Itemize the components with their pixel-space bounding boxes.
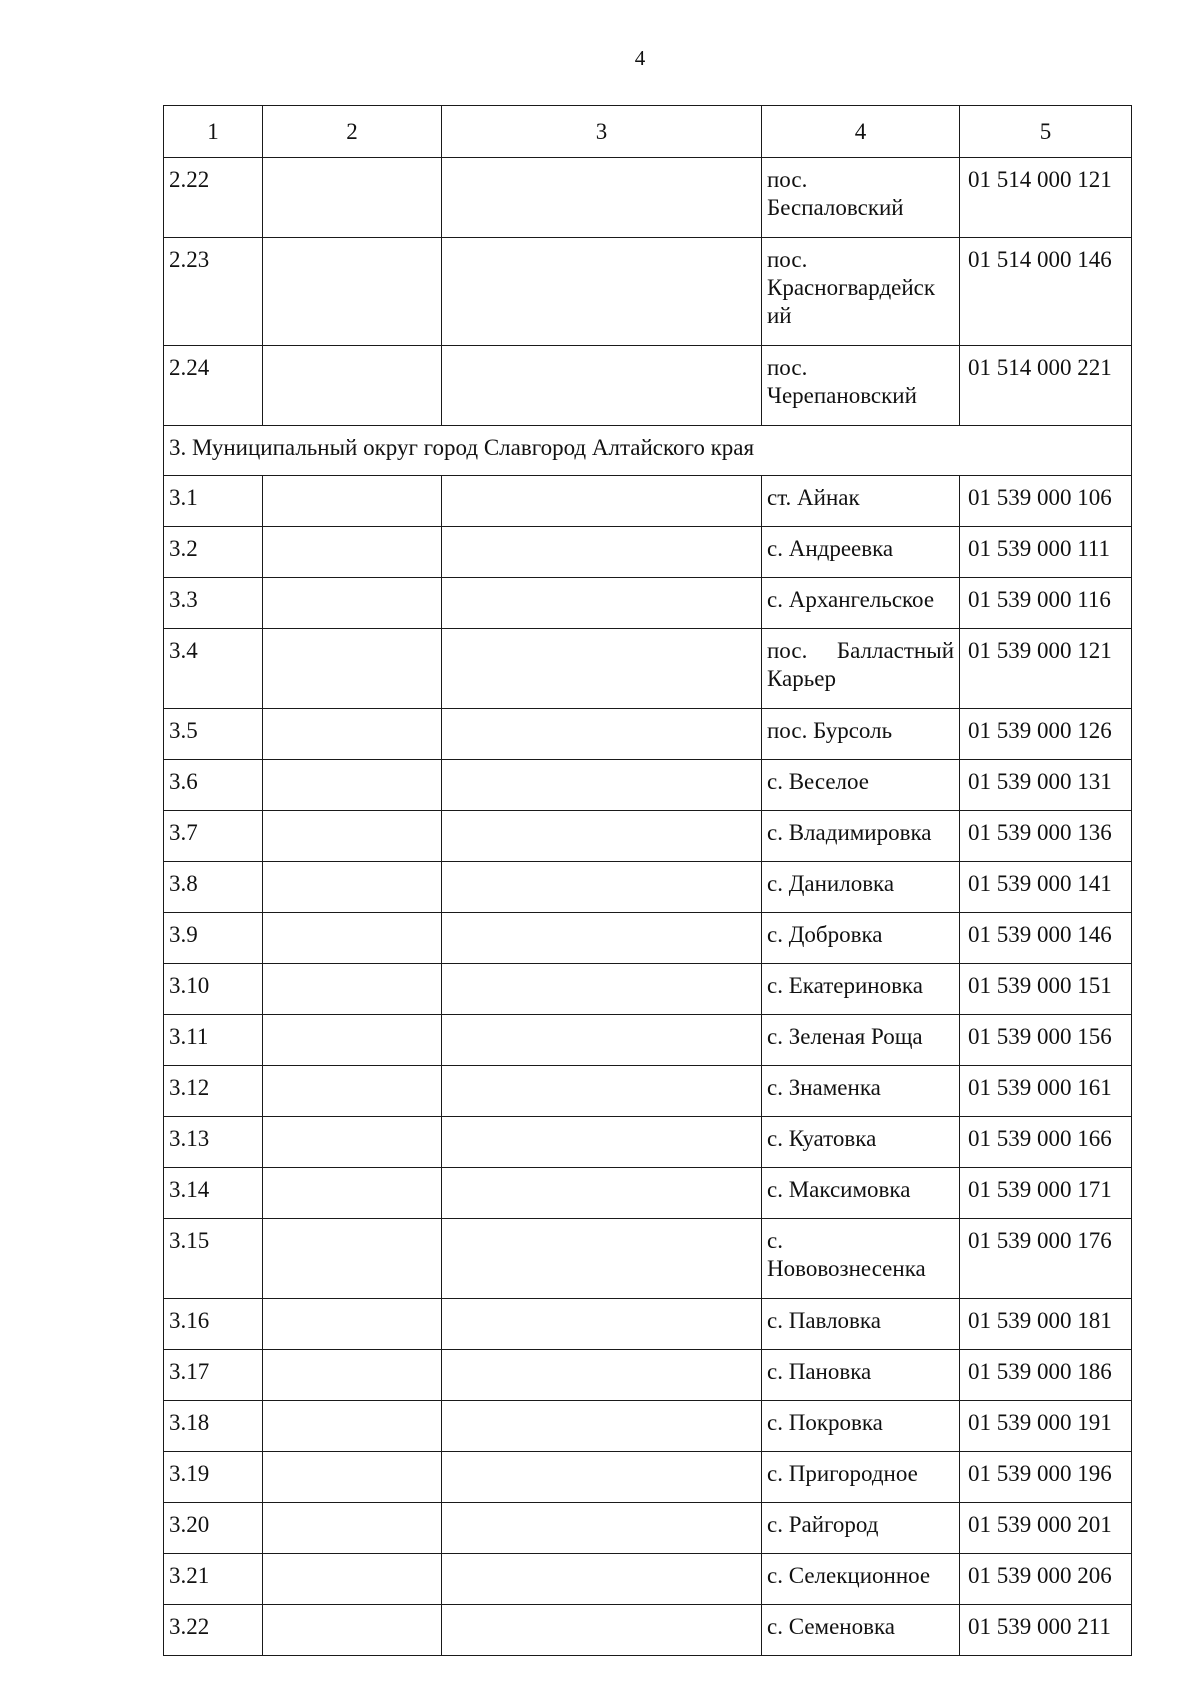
empty-cell-col3 — [442, 1350, 762, 1401]
settlement-name-line: с. Покровка — [767, 1410, 883, 1435]
empty-cell-col2 — [263, 1452, 442, 1503]
table-row — [164, 1605, 1132, 1656]
empty-cell-col3 — [442, 1015, 762, 1066]
settlement-name-line: пос. — [767, 167, 808, 192]
row-number-cell: 3.1 — [164, 476, 263, 527]
settlement-name-cell — [762, 964, 960, 1015]
empty-cell-col3 — [442, 913, 762, 964]
table-row — [164, 346, 1132, 426]
settlement-name-line: с. Селекционное — [767, 1563, 931, 1588]
table-row — [164, 1554, 1132, 1605]
empty-cell-col3 — [442, 629, 762, 709]
settlement-name-cell — [762, 1401, 960, 1452]
empty-cell-col3 — [442, 1299, 762, 1350]
settlement-name-line: с. Райгород — [767, 1512, 879, 1537]
empty-cell-col2 — [263, 1503, 442, 1554]
section-row — [164, 426, 1132, 476]
oktmo-code-cell: 01 539 000 151 — [960, 964, 1132, 1015]
empty-cell-col3 — [442, 1219, 762, 1299]
oktmo-code-cell: 01 539 000 211 — [960, 1605, 1132, 1656]
oktmo-code-cell: 01 539 000 181 — [960, 1299, 1132, 1350]
table-row — [164, 629, 1132, 709]
settlement-name-cell — [762, 1066, 960, 1117]
oktmo-code-cell: 01 539 000 176 — [960, 1219, 1132, 1299]
settlement-name-line: с. Даниловка — [767, 871, 895, 896]
settlement-name-line: пос. Бурсоль — [767, 718, 893, 743]
oktmo-code-cell: 01 514 000 221 — [960, 346, 1132, 426]
empty-cell-col3 — [442, 527, 762, 578]
oktmo-code-cell: 01 539 000 171 — [960, 1168, 1132, 1219]
oktmo-code-cell: 01 539 000 201 — [960, 1503, 1132, 1554]
row-number-cell: 2.23 — [164, 238, 263, 346]
oktmo-code-cell: 01 539 000 166 — [960, 1117, 1132, 1168]
settlements-table — [163, 105, 1132, 1656]
empty-cell-col2 — [263, 578, 442, 629]
row-number-cell: 3.18 — [164, 1401, 263, 1452]
oktmo-code-cell: 01 539 000 111 — [960, 527, 1132, 578]
row-number-cell: 3.12 — [164, 1066, 263, 1117]
oktmo-code-cell: 01 539 000 141 — [960, 862, 1132, 913]
oktmo-code-cell: 01 514 000 121 — [960, 158, 1132, 238]
settlement-name-line: с. Павловка — [767, 1308, 881, 1333]
empty-cell-col2 — [263, 1350, 442, 1401]
settlement-name-line: с. Максимовка — [767, 1177, 911, 1202]
empty-cell-col3 — [442, 811, 762, 862]
settlement-name-cell — [762, 1350, 960, 1401]
settlement-name-cell — [762, 578, 960, 629]
settlement-name-cell — [762, 1299, 960, 1350]
table-body — [164, 106, 1132, 1656]
row-number-cell: 2.22 — [164, 158, 263, 238]
settlement-name-line: ий — [767, 303, 792, 328]
settlement-name-line: пос. — [767, 247, 808, 272]
header-cell: 4 — [762, 106, 960, 158]
table-row — [164, 1219, 1132, 1299]
oktmo-code-cell: 01 539 000 126 — [960, 709, 1132, 760]
row-number-cell: 3.21 — [164, 1554, 263, 1605]
settlement-name-line: с. Архангельское — [767, 587, 935, 612]
table-row — [164, 1168, 1132, 1219]
settlement-name-cell — [762, 476, 960, 527]
settlement-name-cell — [762, 1168, 960, 1219]
table-row — [164, 1452, 1132, 1503]
empty-cell-col2 — [263, 346, 442, 426]
oktmo-code-cell: 01 539 000 206 — [960, 1554, 1132, 1605]
empty-cell-col2 — [263, 629, 442, 709]
table-row — [164, 913, 1132, 964]
empty-cell-col3 — [442, 1066, 762, 1117]
row-number-cell: 3.8 — [164, 862, 263, 913]
header-cell: 5 — [960, 106, 1132, 158]
settlement-name-line: Нововознесенка — [767, 1256, 926, 1281]
settlement-name-cell — [762, 862, 960, 913]
header-cell: 1 — [164, 106, 263, 158]
table-row — [164, 811, 1132, 862]
oktmo-code-cell: 01 539 000 131 — [960, 760, 1132, 811]
settlement-name-cell — [762, 1452, 960, 1503]
row-number-cell: 3.11 — [164, 1015, 263, 1066]
empty-cell-col2 — [263, 1015, 442, 1066]
settlement-name-line: с. — [767, 1228, 783, 1253]
settlement-name-line: с. Зеленая Роща — [767, 1024, 923, 1049]
section-title: 3. Муниципальный округ город Славгород Алтайского края — [164, 426, 1132, 476]
empty-cell-col3 — [442, 1452, 762, 1503]
header-cell: 3 — [442, 106, 762, 158]
oktmo-code-cell: 01 539 000 156 — [960, 1015, 1132, 1066]
empty-cell-col2 — [263, 760, 442, 811]
empty-cell-col2 — [263, 527, 442, 578]
settlement-name-line: с. Веселое — [767, 769, 869, 794]
row-number-cell: 3.16 — [164, 1299, 263, 1350]
settlement-name-cell — [762, 913, 960, 964]
empty-cell-col2 — [263, 1066, 442, 1117]
empty-cell-col3 — [442, 1117, 762, 1168]
empty-cell-col3 — [442, 1605, 762, 1656]
empty-cell-col3 — [442, 1168, 762, 1219]
empty-cell-col3 — [442, 346, 762, 426]
empty-cell-col3 — [442, 709, 762, 760]
oktmo-code-cell: 01 539 000 161 — [960, 1066, 1132, 1117]
table-row — [164, 964, 1132, 1015]
row-number-cell: 3.5 — [164, 709, 263, 760]
row-number-cell: 3.13 — [164, 1117, 263, 1168]
oktmo-code-cell: 01 539 000 186 — [960, 1350, 1132, 1401]
empty-cell-col3 — [442, 964, 762, 1015]
empty-cell-col3 — [442, 862, 762, 913]
settlement-name-cell — [762, 709, 960, 760]
empty-cell-col2 — [263, 709, 442, 760]
settlement-name-line: с. Пановка — [767, 1359, 872, 1384]
table-row — [164, 760, 1132, 811]
settlement-name-cell — [762, 1117, 960, 1168]
table-row — [164, 1015, 1132, 1066]
oktmo-code-cell: 01 539 000 106 — [960, 476, 1132, 527]
empty-cell-col3 — [442, 1503, 762, 1554]
settlement-name-line: с. Куатовка — [767, 1126, 877, 1151]
oktmo-code-cell: 01 539 000 196 — [960, 1452, 1132, 1503]
table-row — [164, 1117, 1132, 1168]
settlement-name-line: с. Владимировка — [767, 820, 932, 845]
table-row — [164, 1066, 1132, 1117]
empty-cell-col2 — [263, 1299, 442, 1350]
row-number-cell: 3.14 — [164, 1168, 263, 1219]
empty-cell-col3 — [442, 158, 762, 238]
settlement-name-cell — [762, 760, 960, 811]
empty-cell-col3 — [442, 760, 762, 811]
settlement-name-line: с. Пригородное — [767, 1461, 918, 1486]
row-number-cell: 3.20 — [164, 1503, 263, 1554]
settlement-name-line: пос. Балластный — [767, 638, 954, 663]
settlement-name-cell — [762, 1554, 960, 1605]
table-row — [164, 527, 1132, 578]
settlement-name-line: Черепановский — [767, 383, 917, 408]
row-number-cell: 3.2 — [164, 527, 263, 578]
empty-cell-col2 — [263, 811, 442, 862]
row-number-cell: 3.17 — [164, 1350, 263, 1401]
settlement-name-line: Карьер — [767, 666, 836, 691]
settlement-name-cell — [762, 238, 960, 346]
row-number-cell: 3.7 — [164, 811, 263, 862]
empty-cell-col3 — [442, 578, 762, 629]
oktmo-code-cell: 01 539 000 136 — [960, 811, 1132, 862]
settlement-name-cell — [762, 158, 960, 238]
empty-cell-col2 — [263, 158, 442, 238]
settlement-name-line: с. Екатериновка — [767, 973, 923, 998]
settlement-name-cell — [762, 1605, 960, 1656]
empty-cell-col2 — [263, 1554, 442, 1605]
row-number-cell: 3.19 — [164, 1452, 263, 1503]
empty-cell-col2 — [263, 1605, 442, 1656]
row-number-cell: 3.4 — [164, 629, 263, 709]
row-number-cell: 3.10 — [164, 964, 263, 1015]
settlement-name-cell — [762, 346, 960, 426]
empty-cell-col3 — [442, 476, 762, 527]
oktmo-code-cell: 01 539 000 121 — [960, 629, 1132, 709]
empty-cell-col2 — [263, 862, 442, 913]
table-row — [164, 1350, 1132, 1401]
empty-cell-col2 — [263, 1219, 442, 1299]
oktmo-code-cell: 01 539 000 116 — [960, 578, 1132, 629]
table-row — [164, 158, 1132, 238]
settlement-name-line: ст. Айнак — [767, 485, 860, 510]
empty-cell-col3 — [442, 238, 762, 346]
row-number-cell: 3.9 — [164, 913, 263, 964]
settlement-name-line: с. Андреевка — [767, 536, 894, 561]
settlement-name-line: пос. — [767, 355, 808, 380]
row-number-cell: 2.24 — [164, 346, 263, 426]
settlement-name-cell — [762, 1503, 960, 1554]
row-number-cell: 3.3 — [164, 578, 263, 629]
empty-cell-col2 — [263, 238, 442, 346]
table-row — [164, 862, 1132, 913]
table-row — [164, 238, 1132, 346]
empty-cell-col3 — [442, 1554, 762, 1605]
empty-cell-col2 — [263, 1117, 442, 1168]
table-row — [164, 1401, 1132, 1452]
header-cell: 2 — [263, 106, 442, 158]
table-row — [164, 1503, 1132, 1554]
oktmo-code-cell: 01 514 000 146 — [960, 238, 1132, 346]
table-row — [164, 578, 1132, 629]
empty-cell-col2 — [263, 476, 442, 527]
settlement-name-line: Красногвардейск — [767, 275, 936, 300]
empty-cell-col2 — [263, 1401, 442, 1452]
oktmo-code-cell: 01 539 000 191 — [960, 1401, 1132, 1452]
page-number: 4 — [634, 46, 646, 70]
settlement-name-cell — [762, 1219, 960, 1299]
settlement-name-line: с. Знаменка — [767, 1075, 881, 1100]
empty-cell-col2 — [263, 1168, 442, 1219]
settlement-name-line: Беспаловский — [767, 195, 904, 220]
settlement-name-line: с. Семеновка — [767, 1614, 896, 1639]
settlement-name-cell — [762, 811, 960, 862]
empty-cell-col3 — [442, 1401, 762, 1452]
settlement-name-line: с. Добровка — [767, 922, 883, 947]
settlement-name-cell — [762, 1015, 960, 1066]
settlement-name-cell — [762, 527, 960, 578]
table-row — [164, 1299, 1132, 1350]
oktmo-code-cell: 01 539 000 146 — [960, 913, 1132, 964]
row-number-cell: 3.22 — [164, 1605, 263, 1656]
empty-cell-col2 — [263, 913, 442, 964]
row-number-cell: 3.15 — [164, 1219, 263, 1299]
table-row — [164, 709, 1132, 760]
table-row — [164, 476, 1132, 527]
empty-cell-col2 — [263, 964, 442, 1015]
table-header-row — [164, 106, 1132, 158]
row-number-cell: 3.6 — [164, 760, 263, 811]
settlement-name-cell — [762, 629, 960, 709]
